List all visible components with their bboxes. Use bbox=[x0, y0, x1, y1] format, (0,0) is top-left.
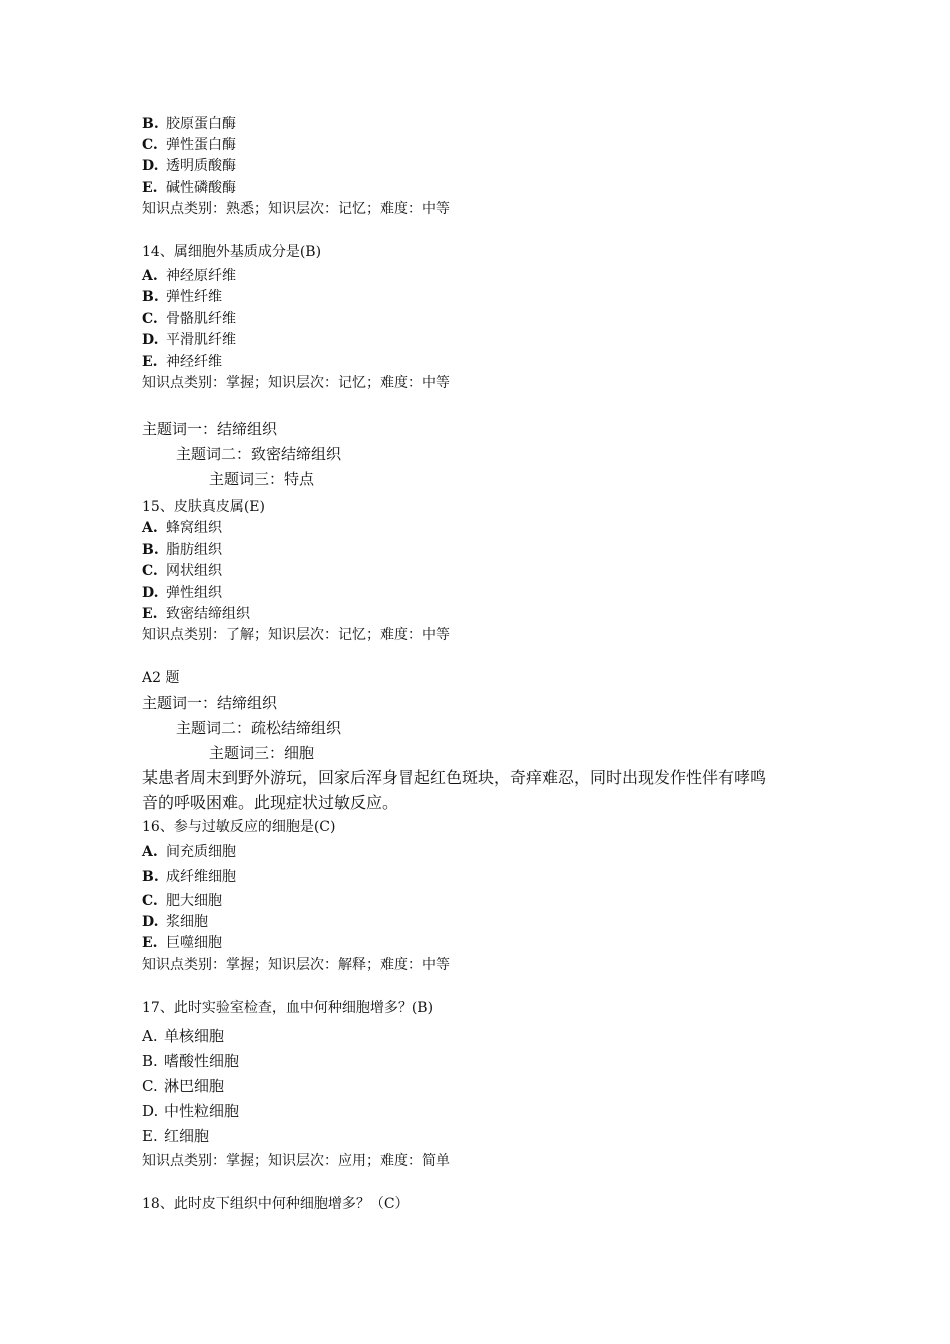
option-e: E. 致密结缔组织 bbox=[142, 606, 250, 622]
question-stem: 17、此时实验室检查，血中何种细胞增多？(B) bbox=[142, 1000, 434, 1016]
option-b: B. 脂肪组织 bbox=[142, 542, 222, 558]
knowledge-meta: 知识点类别：熟悉；知识层次：记忆；难度：中等 bbox=[142, 201, 450, 217]
case-description-line-2: 音的呼吸困难。此现症状过敏反应。 bbox=[142, 793, 399, 812]
option-d: D. 浆细胞 bbox=[142, 914, 208, 930]
knowledge-meta: 知识点类别：掌握；知识层次：记忆；难度：中等 bbox=[142, 375, 450, 391]
knowledge-meta: 知识点类别：了解；知识层次：记忆；难度：中等 bbox=[142, 627, 450, 643]
topic-word-2: 主题词二：疏松结缔组织 bbox=[176, 719, 342, 737]
topic-word-2: 主题词二：致密结缔组织 bbox=[176, 445, 342, 463]
option-d: D. 平滑肌纤维 bbox=[142, 332, 236, 348]
knowledge-meta: 知识点类别：掌握；知识层次：应用；难度：简单 bbox=[142, 1153, 450, 1169]
option-b: B. 弹性纤维 bbox=[142, 289, 222, 305]
option-a: A. 蜂窝组织 bbox=[142, 520, 222, 536]
option-b: B. 成纤维细胞 bbox=[142, 869, 236, 885]
option-c: C. 骨骼肌纤维 bbox=[142, 311, 236, 327]
option-e: E. 神经纤维 bbox=[142, 354, 222, 370]
option-b: B. 嗜酸性细胞 bbox=[142, 1052, 240, 1070]
option-d: D. 弹性组织 bbox=[142, 585, 222, 601]
topic-word-3: 主题词三：细胞 bbox=[209, 744, 315, 762]
option-a: A. 单核细胞 bbox=[142, 1027, 225, 1045]
topic-word-1: 主题词一：结缔组织 bbox=[142, 694, 278, 712]
option-c: C. 肥大细胞 bbox=[142, 893, 222, 909]
option-d: D. 透明质酸酶 bbox=[142, 158, 236, 174]
option-b: B. 胶原蛋白酶 bbox=[142, 116, 236, 132]
section-heading: A2 题 bbox=[142, 670, 180, 686]
knowledge-meta: 知识点类别：掌握；知识层次：解释；难度：中等 bbox=[142, 957, 450, 973]
option-e: E. 巨噬细胞 bbox=[142, 935, 222, 951]
option-c: C. 淋巴细胞 bbox=[142, 1077, 225, 1095]
option-e: E. 碱性磷酸酶 bbox=[142, 180, 236, 196]
topic-word-3: 主题词三：特点 bbox=[209, 470, 315, 488]
topic-word-1: 主题词一：结缔组织 bbox=[142, 420, 278, 438]
option-c: C. 网状组织 bbox=[142, 563, 222, 579]
case-description-line-1: 某患者周末到野外游玩，回家后浑身冒起红色斑块，奇痒难忍，同时出现发作性伴有哮鸣 bbox=[142, 768, 767, 787]
question-stem: 18、此时皮下组织中何种细胞增多？（C） bbox=[142, 1196, 409, 1212]
option-c: C. 弹性蛋白酶 bbox=[142, 137, 236, 153]
option-a: A. 神经原纤维 bbox=[142, 268, 236, 284]
question-stem: 16、参与过敏反应的细胞是(C) bbox=[142, 819, 336, 835]
question-stem: 15、皮肤真皮属(E) bbox=[142, 499, 265, 515]
option-d: D. 中性粒细胞 bbox=[142, 1102, 240, 1120]
option-a: A. 间充质细胞 bbox=[142, 844, 236, 860]
question-stem: 14、属细胞外基质成分是(B) bbox=[142, 244, 322, 260]
option-e: E. 红细胞 bbox=[142, 1127, 210, 1145]
